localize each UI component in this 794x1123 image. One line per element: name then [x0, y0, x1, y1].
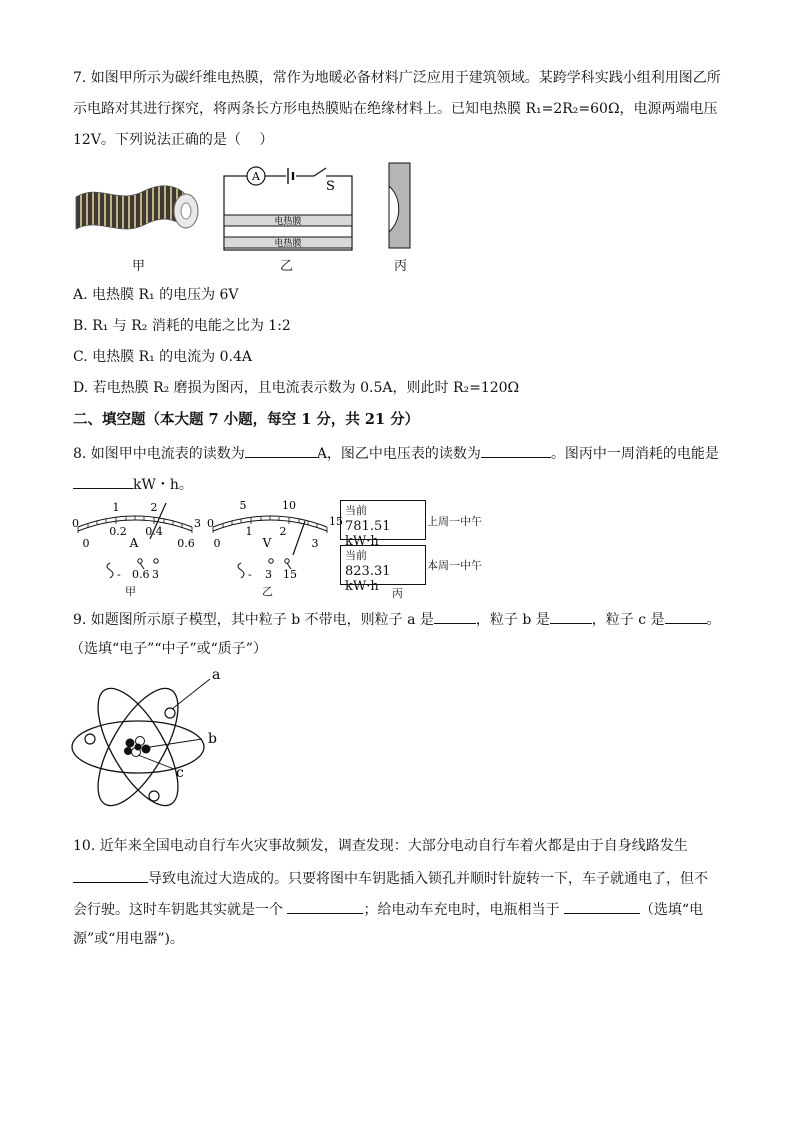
q7-option-a: A. 电热膜 R₁ 的电压为 6V: [73, 287, 239, 303]
q10-blank-2[interactable]: [287, 898, 363, 914]
meter-before-value: 781.51 kW·h: [345, 519, 391, 549]
q10-line2: [73, 867, 708, 889]
voltmeter-top-zero: 0: [207, 517, 214, 530]
q7-option-d: D. 若电热膜 R₂ 磨损为图丙，且电流表示数为 0.5A，则此时 R₂=120Ω: [73, 380, 520, 396]
film-label-2: 电热膜: [274, 239, 302, 249]
voltmeter-bottom-tick-3: 3: [311, 537, 319, 550]
ammeter-terminal-06: 0.6: [132, 568, 150, 581]
heating-film-roll-image: [74, 175, 200, 245]
atom-model-diagram: [70, 665, 230, 825]
voltmeter-terminal-15: 15: [283, 568, 297, 581]
q8-text-d: kW・h。: [133, 477, 193, 493]
q8-text-a: 8. 如图甲中电流表的读数为: [73, 446, 245, 462]
meter-after-label: 当前: [345, 549, 367, 562]
fig8-label-jia: 甲: [125, 585, 136, 598]
q8-text-b: A，图乙中电压表的读数为: [316, 446, 481, 462]
ammeter-symbol-label: A: [252, 170, 260, 183]
voltmeter-bottom-tick-2: 2: [279, 525, 287, 538]
atom-label-a: a: [212, 667, 221, 683]
ammeter-bottom-tick-2: 0.4: [145, 525, 163, 538]
ammeter-top-tick-2: 2: [150, 501, 158, 514]
q9-text-a: 9. 如题图所示原子模型，其中粒子 b 不带电，则粒子 a 是: [73, 612, 434, 628]
q9-line2: （选填“电子”“中子”或“质子”）: [70, 641, 267, 657]
ammeter-top-tick-1: 1: [112, 501, 120, 514]
q8-line1: [73, 442, 719, 464]
meter-before-label: 当前: [345, 504, 367, 517]
q8-blank-2[interactable]: [481, 442, 551, 458]
atom-label-b: b: [208, 731, 217, 747]
q9-text-d: 。: [706, 612, 721, 628]
q10-line3: [73, 898, 703, 920]
voltmeter-top-tick-2: 10: [282, 499, 296, 512]
q10-text-e: （选填“电: [639, 902, 704, 918]
voltmeter-unit: V: [262, 536, 272, 550]
circuit-diagram: [222, 162, 358, 254]
q9-blank-1[interactable]: [434, 608, 476, 624]
q10-blank-1[interactable]: [73, 867, 148, 883]
q9-line1: [73, 608, 721, 630]
q9-blank-3[interactable]: [665, 608, 707, 624]
q9-blank-2[interactable]: [550, 608, 592, 624]
film-label-1: 电热膜: [274, 217, 302, 227]
voltmeter-terminal-3: 3: [265, 568, 272, 581]
q7-line2: 示电路对其进行探究，将两条长方形电热膜贴在绝缘材料上。已知电热膜 R₁=2R₂=60Ω，电源两端电压: [73, 101, 718, 117]
ammeter-bottom-tick-0: 0: [82, 537, 90, 550]
q7-option-b: B. R₁ 与 R₂ 消耗的电能之比为 1:2: [73, 318, 291, 334]
voltmeter-bottom-tick-0: 0: [213, 537, 221, 550]
section-heading: 二、填空题（本大题 7 小题，每空 1 分，共 21 分）: [73, 411, 420, 428]
q8-blank-3[interactable]: [73, 473, 133, 489]
meter-reading-before: [340, 500, 426, 549]
voltmeter-top-tick-1: 5: [239, 499, 247, 512]
fig7-label-yi: 乙: [280, 259, 294, 274]
voltmeter-dial: [205, 497, 343, 583]
ammeter-top-tick-3: 3: [194, 517, 201, 530]
ammeter-dial: [70, 497, 200, 583]
q10-text-b: 导致电流过大造成的。只要将图中车钥匙插入锁孔并顺时针旋转一下，车子就通电了，但不: [148, 871, 708, 887]
ammeter-terminal-3: 3: [152, 568, 159, 581]
meter-after-value: 823.31 kW·h: [345, 564, 391, 594]
atom-label-c: c: [176, 765, 184, 781]
q7-option-c: C. 电热膜 R₁ 的电流为 0.4A: [73, 349, 252, 365]
fig8-label-yi: 乙: [262, 585, 273, 598]
ammeter-top-zero: 0: [72, 517, 79, 530]
q7-line3: 12V。下列说法正确的是（ ）: [73, 132, 274, 148]
q7-line1: 7. 如图甲所示为碳纤维电热膜，常作为地暖必备材料广泛应用于建筑领域。某跨学科实践小组利用图乙所: [73, 70, 721, 86]
q8-text-c: 。图丙中一周消耗的电能是: [550, 446, 719, 462]
ammeter-bottom-tick-3: 0.6: [177, 537, 195, 550]
q10-blank-3[interactable]: [564, 898, 640, 914]
fig7-label-jia: 甲: [132, 259, 146, 274]
q10-text-d: ；给电动车充电时，电瓶相当于: [363, 902, 560, 918]
q10-line1: 10. 近年来全国电动自行车火灾事故频发，调查发现：大部分电动自行车着火都是由于自身线路发生: [73, 838, 688, 854]
voltmeter-bottom-tick-1: 1: [245, 525, 253, 538]
voltmeter-terminal-neg: -: [248, 568, 252, 581]
worn-film-diagram: [388, 162, 412, 250]
ammeter-bottom-tick-1: 0.2: [109, 525, 127, 538]
q10-line4: 源”或“用电器”)。: [73, 931, 184, 947]
voltmeter-top-tick-3: 15: [329, 515, 343, 528]
switch-label: S: [326, 179, 335, 194]
meter-before-time: 上周一中午: [427, 515, 482, 528]
meter-after-time: 本周一中午: [427, 559, 482, 572]
ammeter-unit: A: [129, 536, 139, 550]
q8-line2: [73, 473, 193, 495]
q10-text-c: 会行驶。这时车钥匙其实就是一个: [73, 902, 283, 918]
fig7-label-bing: 丙: [394, 259, 408, 274]
q8-blank-1[interactable]: [245, 442, 317, 458]
q9-text-c: ，粒子 c 是: [591, 612, 665, 628]
fig8-label-bing: 丙: [392, 587, 403, 600]
q9-text-b: ，粒子 b 是: [475, 612, 550, 628]
ammeter-terminal-neg: -: [117, 568, 121, 581]
meter-reading-after: [340, 545, 426, 594]
